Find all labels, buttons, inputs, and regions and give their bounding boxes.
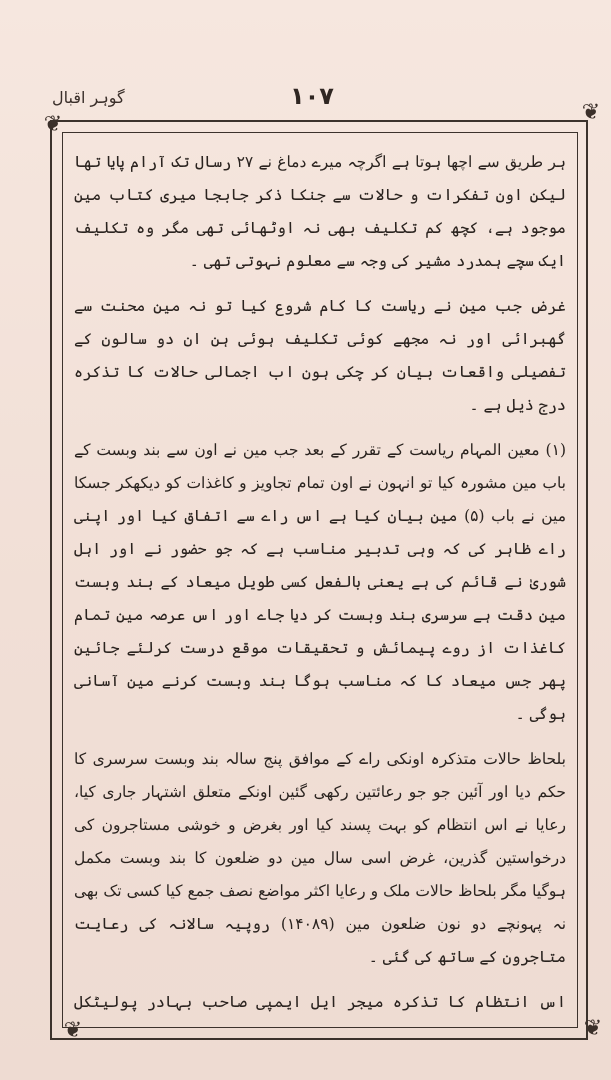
paragraph: (۱) معین المہام ریاست کے تقرر کے بعد جب مین نے اون سے بند وبست کے باب مین مشورہ کیا تو انہون نے اون تمام تجاویز و کاغذات کو دیکھکر جسکا مین نے باب (۵) مین بیان کیا ہے اس راے سے اتفاق کیا اور اپنی راے ظاہر کی کہ وہی تدبیر مناسب ہے کہ جو حضور نے اور اہل شوریٰ نے قائم کی ہے یعنی بالفعل کسی طویل میعاد کے بند وبست مین دقت ہے سرسری بند وبست کر دیا جاے اور اس عرصہ مین تمام کاغذات از روے پیمائش و تحقیقات موقع درست کرلئے جائین پھر جس میعاد کا کہ مناسب ہوگا بند وبست کرنے مین آسانی ہوگی ۔ bbox=[74, 441, 566, 723]
corner-ornament-icon: ❦ bbox=[63, 1018, 83, 1043]
page-number: ١٠٧ bbox=[290, 82, 334, 110]
paragraph: بلحاظ حالات متذکرہ اونکی راے کے موافق پنج سالہ بند وبست سرسری کا حکم دیا اور آئین جو جو رعائتین رکھی گئین اونکے متعلق اشتہار جاری کیا، رعایا نے اس انتظام کو بہت پسند کیا اور بغرض و خوشی مستاجرون کی درخواستین گذرین، غرض اسی سال مین دو ضلعون کا بند وبست مکمل ہوگیا مگر بلحاظ حالات ملک و رعایا اکثر مواضع نصف جمع کیا کسی تک بھی نہ پہونچے دو نون ضلعون مین (۱۴۰۸۹) روپیہ سالانہ کی رعایت متاجرون کے ساتھ کی گئی ۔ bbox=[74, 750, 566, 966]
paragraph: اس انتظام کا تذکرہ میجر ایل ایمپی صاحب بہادر پولیٹکل bbox=[74, 993, 566, 1011]
page-body-text bbox=[74, 146, 566, 1016]
running-header: گوہر اقبال bbox=[52, 88, 125, 107]
corner-ornament-icon: ❦ bbox=[581, 100, 601, 125]
paragraph: غرض جب مین نے ریاست کا کام شروع کیا تو نہ مین محنت سے گھبرائی اور نہ مجھے کوئی تکلیف ہوئی ہن ان دو سالون کے تفصیلی واقعات بیان کر چکی ہون اب اجمالی حالات کا تذکرہ درج ذیل ہے ۔ bbox=[74, 297, 566, 414]
corner-ornament-icon: ❦ bbox=[43, 112, 63, 137]
corner-ornament-icon: ❦ bbox=[583, 1016, 603, 1041]
paragraph: ہر طریق سے اچھا ہوتا ہے اگرچہ میرے دماغ نے ۲۷ رسال تک آرام پایا تھا لیکن اون تفکرات و حالات سے جنکا ذکر جابجا میری کتاب مین موجود ہے، کچھ کم تکلیف بھی نہ اوٹھائی تھی مگر وہ تکلیف ایک سچے ہمدرد مشیر کی وجہ سے معلوم نہوتی تھی ۔ bbox=[74, 153, 566, 270]
